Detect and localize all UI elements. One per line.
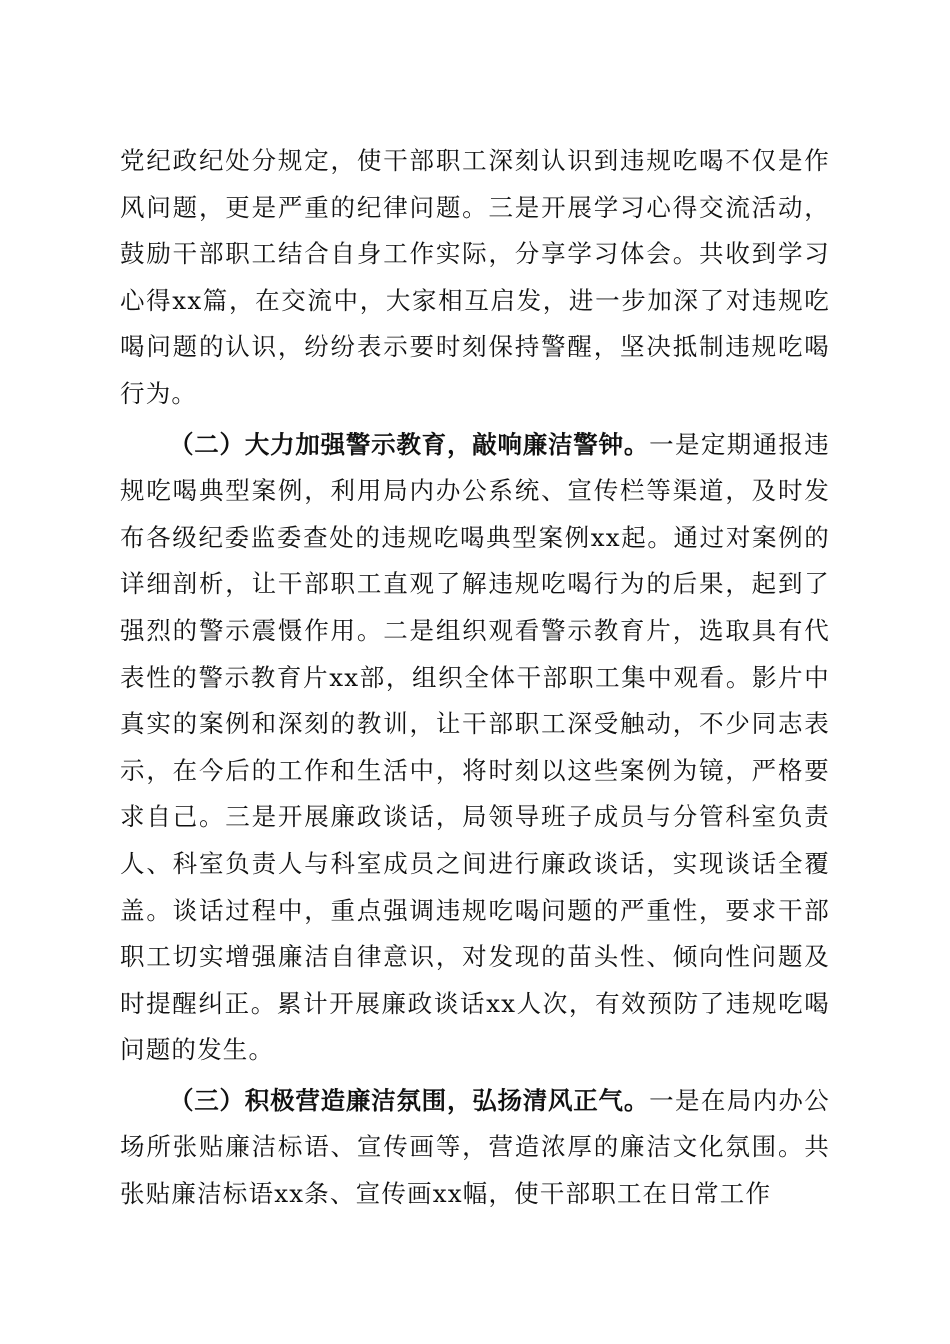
paragraph-text: 一是定期通报违规吃喝典型案例，利用局内办公系统、宣传栏等渠道，及时发布各级纪委监委查处的违规吃喝典型案例xx起。通过对案例的详细剖析，让干部职工直观了解违规吃喝行为的后果，起到了强烈的警示震慑作用。二是组织观看警示教育片，选取具有代表性的警示教育片xx部，组织全体干部职工集中观看。影片中真实的案例和深刻的教训，让干部职工深受触动，不少同志表示，在今后的工作和生活中，将时刻以这些案例为镜，严格要求自己。三是开展廉政谈话，局领导班子成员与分管科室负责人、科室负责人与科室成员之间进行廉政谈话，实现谈话全覆盖。谈话过程中，重点强调违规吃喝问题的严重性，要求干部职工切实增强廉洁自律意识，对发现的苗头性、倾向性问题及时提醒纠正。累计开展廉政谈话xx人次，有效预防了违规吃喝问题的发生。	[120, 429, 830, 1065]
paragraph-continued	[120, 138, 830, 418]
paragraph-text: 一是在局内办公场所张贴廉洁标语、宣传画等，营造浓厚的廉洁文化氛围。共张贴廉洁标语xx条、宣传画xx幅，使干部职工在日常工作	[120, 1085, 830, 1209]
paragraph-section-three	[120, 1078, 830, 1218]
document-body	[120, 138, 830, 1222]
paragraph-text: 党纪政纪处分规定，使干部职工深刻认识到违规吃喝不仅是作风问题，更是严重的纪律问题。三是开展学习心得交流活动，鼓励干部职工结合自身工作实际，分享学习体会。共收到学习心得xx篇，在交流中，大家相互启发，进一步加深了对违规吃喝问题的认识，纷纷表示要时刻保持警醒，坚决抵制违规吃喝行为。	[120, 146, 830, 408]
paragraph-section-two	[120, 422, 830, 1074]
section-heading-two: （二）大力加强警示教育，敲响廉洁警钟。	[169, 429, 650, 459]
section-heading-three: （三）积极营造廉洁氛围，弘扬清风正气。	[169, 1085, 650, 1115]
